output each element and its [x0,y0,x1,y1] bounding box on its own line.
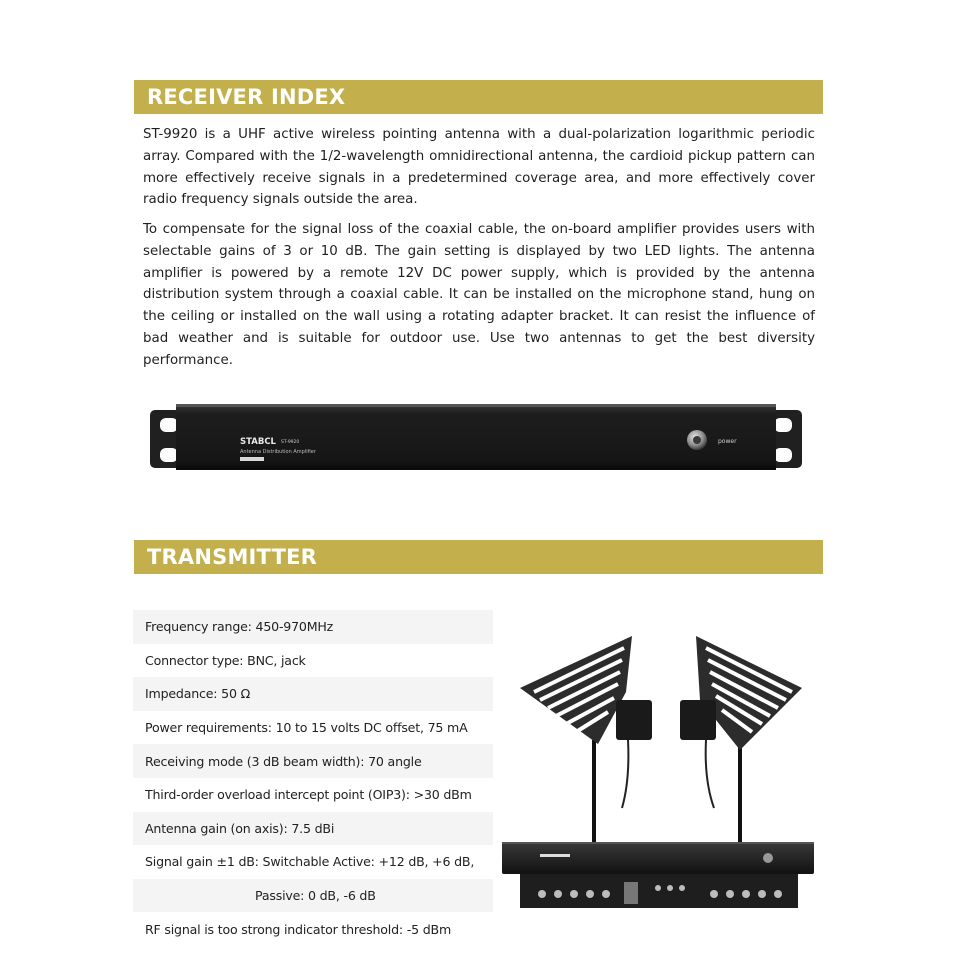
rack-brand-label: STABCL [240,437,276,447]
spec-row: Passive: 0 dB, -6 dB [133,879,493,913]
left-antenna-icon [520,636,652,744]
transmitter-spec-list [133,610,493,946]
spec-row: Power requirements: 10 to 15 volts DC offset, 75 mA [145,720,468,736]
spec-row: Signal gain ±1 dB: Switchable Active: +12 dB, +6 dB, [145,854,475,870]
spec-row: RF signal is too strong indicator threshold: -5 dBm [145,921,452,937]
receiver-description-paragraph-2: To compensate for the signal loss of the coaxial cable, the on-board amplifier provides users with selectable gains of 3 or 10 dB. The gain setting is displayed by two LED lights. The antenna amplifier is powered by a remote 12V DC power supply, which is provided by the antenna distribution system through a coaxial cable. It can be installed on the microphone stand, hung on the ceiling or installed on the wall using a rotating adapter bracket. It can resist the influence of bad weather and is suitable for outdoor use. Use two antennas to get the best diversity performance. [143,222,815,368]
power-label: power [718,438,737,445]
spec-row: Receiving mode (3 dB beam width): 70 angle [133,744,493,778]
spec-row: Connector type: BNC, jack [145,652,306,668]
transmitter-title: TRANSMITTER [147,545,318,569]
right-antenna-icon [680,636,802,750]
spec-row: Impedance: 50 Ω [133,677,493,711]
antenna-pair-with-amplifier-image [500,630,820,915]
amplifier-back-panel-icon [520,874,798,908]
spec-row: Third-order overload intercept point (OIP3): >30 dBm [145,787,472,803]
receiver-index-header [134,80,823,114]
rack-subtitle-label: Antenna Distribution Amplifier [240,449,316,455]
rack-model-label: ST-9920 [281,440,300,445]
antenna-distribution-amplifier-image [150,402,802,474]
receiver-description-paragraph-1: ST-9920 is a UHF active wireless pointing antenna with a dual-polarization logarithmic periodic array. Compared with the 1/2-wavelength omnidirectional antenna, the cardioid pickup pattern can more effectively receive signals in a predetermined coverage area, and more effectively cover radio frequency signals outside the area. [143,127,815,208]
spec-row: Frequency range: 450-970MHz [133,610,493,644]
transmitter-header [134,540,823,574]
spec-row: Antenna gain (on axis): 7.5 dBi [133,812,493,846]
receiver-index-title: RECEIVER INDEX [147,85,346,109]
